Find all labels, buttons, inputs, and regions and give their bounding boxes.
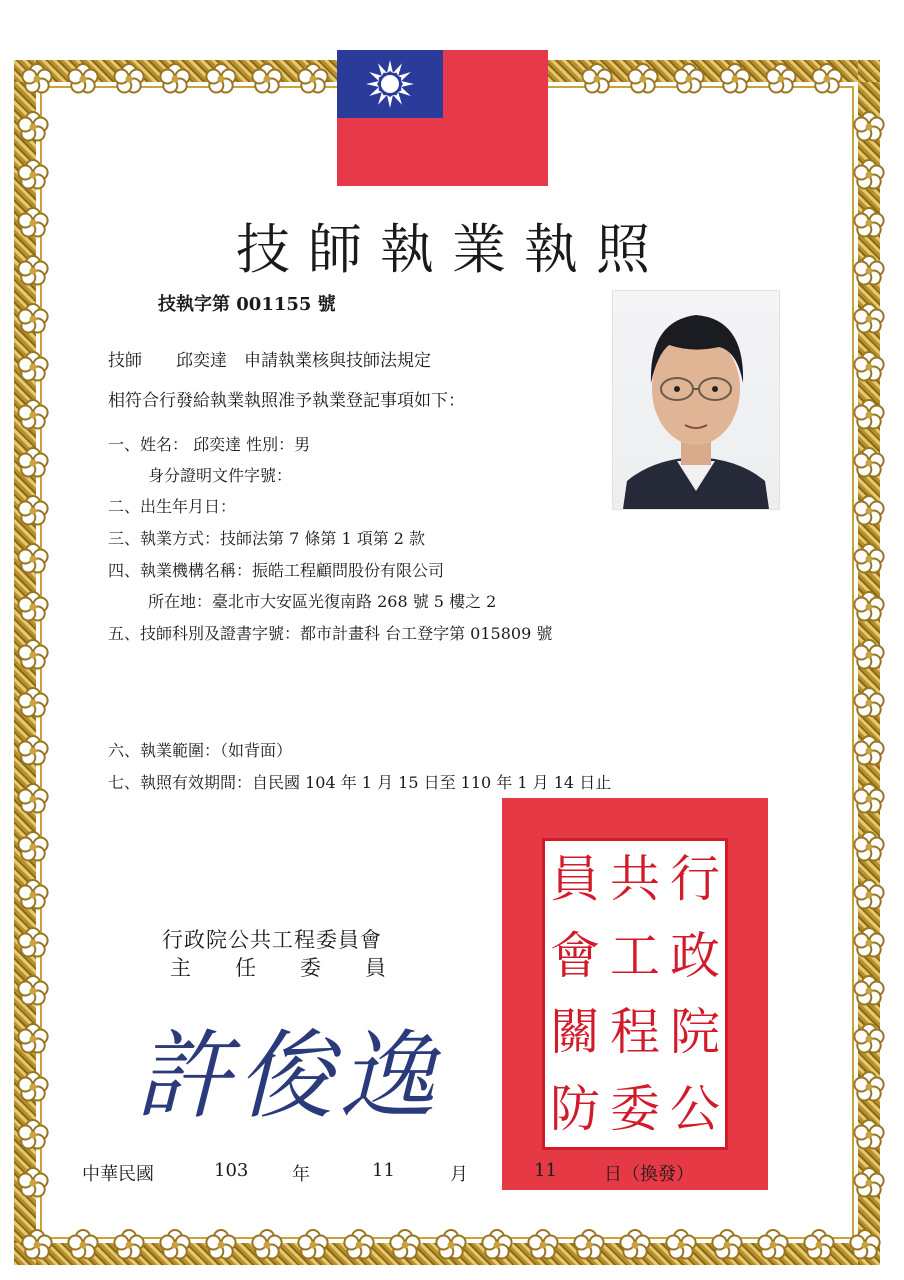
- date-year-label: 年: [292, 1164, 310, 1185]
- plum-blossom-icon: [526, 1228, 560, 1262]
- plum-blossom-icon: [16, 1166, 50, 1200]
- item-id-doc: 身分證明文件字號：: [148, 466, 293, 485]
- plum-blossom-icon: [388, 1228, 422, 1262]
- plum-blossom-icon: [16, 782, 50, 816]
- plum-blossom-icon: [16, 1022, 50, 1056]
- plum-blossom-icon: [16, 158, 50, 192]
- plum-blossom-icon: [16, 974, 50, 1008]
- issuer-title: 主任委員: [170, 956, 430, 980]
- plum-blossom-icon: [16, 830, 50, 864]
- plum-blossom-icon: [66, 1228, 100, 1262]
- plum-blossom-icon: [852, 590, 886, 624]
- intro-line-2: 相符合行發給執業執照准予執業登記事項如下：: [108, 391, 465, 411]
- plum-blossom-icon: [112, 1228, 146, 1262]
- plum-blossom-icon: [852, 158, 886, 192]
- date-day: 11: [534, 1160, 557, 1181]
- plum-blossom-icon: [480, 1228, 514, 1262]
- seal-character: 關: [550, 1003, 600, 1062]
- plum-blossom-icon: [16, 638, 50, 672]
- plum-blossom-icon: [852, 638, 886, 672]
- plum-blossom-icon: [672, 62, 706, 96]
- plum-blossom-icon: [16, 398, 50, 432]
- seal-character: 程: [610, 1003, 660, 1062]
- seal-character: 公: [670, 1079, 720, 1138]
- seal-character: 防: [550, 1079, 600, 1138]
- seal-character: 委: [610, 1079, 660, 1138]
- date-day-label: 日（換發）: [604, 1164, 694, 1185]
- plum-blossom-icon: [296, 62, 330, 96]
- item-category-cert: 五、技師科別及證書字號：都市計畫科 台工登字第 015809 號: [108, 624, 553, 643]
- plum-blossom-icon: [848, 1228, 882, 1262]
- item-validity: 七、執照有效期間：自民國 104 年 1 月 15 日至 110 年 1 月 14 日止: [108, 773, 612, 792]
- plum-blossom-icon: [852, 974, 886, 1008]
- seal-character: 共: [610, 850, 660, 909]
- plum-blossom-icon: [158, 62, 192, 96]
- plum-blossom-icon: [16, 878, 50, 912]
- plum-blossom-icon: [802, 1228, 836, 1262]
- plum-blossom-icon: [16, 350, 50, 384]
- plum-blossom-icon: [16, 1118, 50, 1152]
- plum-blossom-icon: [852, 446, 886, 480]
- plum-blossom-icon: [852, 398, 886, 432]
- date-year: 103: [214, 1160, 249, 1181]
- plum-blossom-icon: [296, 1228, 330, 1262]
- plum-blossom-icon: [852, 1118, 886, 1152]
- plum-blossom-icon: [718, 62, 752, 96]
- plum-blossom-icon: [16, 926, 50, 960]
- plum-blossom-icon: [710, 1228, 744, 1262]
- plum-blossom-icon: [20, 62, 54, 96]
- item-address: 所在地：臺北市大安區光復南路 268 號 5 樓之 2: [148, 592, 497, 611]
- white-sun-icon: [364, 58, 416, 110]
- seal-character: 員: [550, 850, 600, 909]
- seal-frame: [542, 838, 728, 1150]
- plum-blossom-icon: [16, 1070, 50, 1104]
- plum-blossom-icon: [852, 878, 886, 912]
- national-flag: [337, 50, 548, 186]
- handwritten-signature: 許俊逸: [135, 1020, 441, 1132]
- plum-blossom-icon: [852, 1022, 886, 1056]
- item-practice-mode: 三、執業方式：技師法第 7 條第 1 項第 2 款: [108, 529, 426, 548]
- plum-blossom-icon: [250, 1228, 284, 1262]
- plum-blossom-icon: [852, 1166, 886, 1200]
- plum-blossom-icon: [810, 62, 844, 96]
- plum-blossom-icon: [66, 62, 100, 96]
- plum-blossom-icon: [618, 1228, 652, 1262]
- plum-blossom-icon: [852, 494, 886, 528]
- plum-blossom-icon: [756, 1228, 790, 1262]
- official-seal: [502, 798, 768, 1190]
- plum-blossom-icon: [852, 302, 886, 336]
- plum-blossom-icon: [580, 62, 614, 96]
- plum-blossom-icon: [852, 350, 886, 384]
- plum-blossom-icon: [16, 302, 50, 336]
- date-era: 中華民國: [82, 1164, 154, 1185]
- plum-blossom-icon: [16, 494, 50, 528]
- plum-blossom-icon: [16, 734, 50, 768]
- plum-blossom-icon: [852, 782, 886, 816]
- plum-blossom-icon: [852, 926, 886, 960]
- certificate-title: 技師執業執照: [236, 218, 668, 281]
- seal-character: 工: [610, 926, 660, 985]
- issuing-agency: 行政院公共工程委員會: [162, 928, 382, 952]
- plum-blossom-icon: [342, 1228, 376, 1262]
- id-photo: [612, 290, 780, 510]
- plum-blossom-icon: [158, 1228, 192, 1262]
- plum-blossom-icon: [16, 590, 50, 624]
- license-number: 技執字第 001155 號: [158, 294, 336, 315]
- item-scope: 六、執業範圍：（如背面）: [108, 741, 293, 760]
- plum-blossom-icon: [20, 1228, 54, 1262]
- plum-blossom-icon: [250, 62, 284, 96]
- plum-blossom-icon: [16, 686, 50, 720]
- plum-blossom-icon: [852, 1070, 886, 1104]
- intro-line-1: 技師 邱奕達 申請執業核與技師法規定: [108, 351, 431, 371]
- seal-character: 院: [670, 1003, 720, 1062]
- plum-blossom-icon: [204, 62, 238, 96]
- plum-blossom-icon: [204, 1228, 238, 1262]
- plum-blossom-icon: [112, 62, 146, 96]
- plum-blossom-icon: [572, 1228, 606, 1262]
- plum-blossom-icon: [434, 1228, 468, 1262]
- date-month: 11: [372, 1160, 395, 1181]
- seal-character: 政: [670, 926, 720, 985]
- plum-blossom-icon: [852, 734, 886, 768]
- plum-blossom-icon: [764, 62, 798, 96]
- seal-character: 會: [550, 926, 600, 985]
- item-organization: 四、執業機構名稱：振皓工程顧問股份有限公司: [108, 561, 445, 580]
- item-name-gender: 一、姓名： 邱奕達 性別：男: [108, 435, 311, 454]
- plum-blossom-icon: [852, 830, 886, 864]
- plum-blossom-icon: [16, 542, 50, 576]
- item-birth-date: 二、出生年月日：: [108, 497, 237, 516]
- seal-character: 行: [670, 850, 720, 909]
- plum-blossom-icon: [626, 62, 660, 96]
- plum-blossom-icon: [16, 446, 50, 480]
- seal-characters: [545, 841, 725, 1147]
- date-month-label: 月: [450, 1164, 468, 1185]
- plum-blossom-icon: [852, 110, 886, 144]
- plum-blossom-icon: [852, 686, 886, 720]
- plum-blossom-icon: [852, 542, 886, 576]
- plum-blossom-icon: [16, 110, 50, 144]
- plum-blossom-icon: [664, 1228, 698, 1262]
